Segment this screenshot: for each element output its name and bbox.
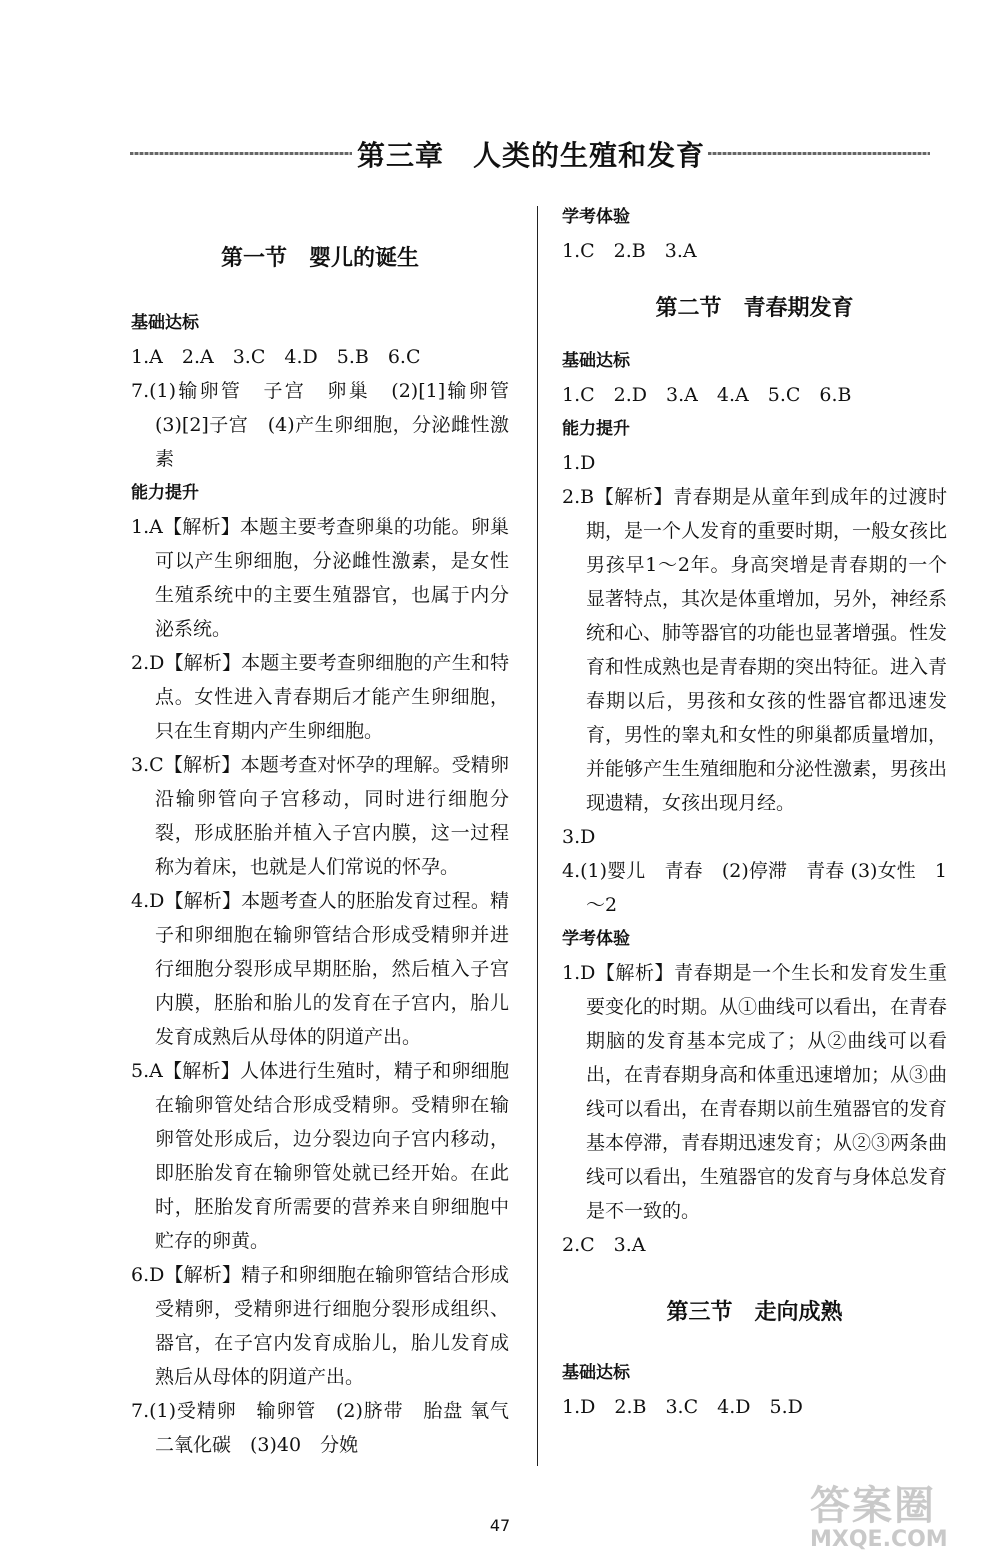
section-3-title: 第三节 走向成熟 — [666, 1300, 843, 1325]
column-divider — [537, 206, 538, 1466]
exam-heading: 学考体验 — [562, 207, 630, 227]
exam-heading: 学考体验 — [562, 929, 630, 949]
section-1-title: 第一节 婴儿的诞生 — [220, 246, 419, 271]
ability-heading: 能力提升 — [131, 483, 199, 503]
ability-item: 4.D【解析】本题考查人的胚胎发育过程。精子和卵细胞在输卵管结合形成受精卵并进行细胞分裂形成早期胚胎，然后植入子宫内膜，胚胎和胎儿的发育在子宫内，胎儿发育成熟后从母体的阴道产出。 — [131, 890, 509, 1048]
basic-heading: 基础达标 — [562, 351, 630, 371]
basic-heading: 基础达标 — [131, 313, 199, 333]
ability-item: 5.A【解析】人体进行生殖时，精子和卵细胞在输卵管处结合形成受精卵。受精卵在输卵管处形成后，边分裂边向子宫内移动，即胚胎发育在输卵管处就已经开始。在此时，胚胎发育所需要的营养来自卵细胞中贮存的卵黄。 — [131, 1060, 509, 1252]
exam-item: 2.C 3.A — [562, 1234, 646, 1256]
ability-heading: 能力提升 — [562, 419, 630, 439]
ability-item: 1.A【解析】本题主要考查卵巢的功能。卵巢可以产生卵细胞，分泌雌性激素，是女性生殖系统中的主要生殖器官，也属于内分泌系统。 — [131, 516, 509, 640]
ability-item: 7.(1)受精卵 输卵管 (2)脐带 胎盘 氧气 二氧化碳 (3)40 分娩 — [131, 1400, 529, 1456]
basic-heading: 基础达标 — [562, 1363, 630, 1383]
section-2-title: 第二节 青春期发育 — [655, 296, 854, 321]
watermark — [810, 1474, 970, 1564]
chapter-title: 第三章 人类的生殖和发育 — [356, 139, 705, 172]
chapter-rule-right — [708, 152, 930, 155]
ability-item: 3.D — [562, 826, 596, 848]
watermark-url: MXQE.COM — [810, 1527, 948, 1552]
page-number: 47 — [489, 1516, 511, 1535]
watermark-logo: 答案圈 — [810, 1483, 936, 1529]
right-column — [562, 200, 947, 1424]
ability-item: 3.C【解析】本题考查对怀孕的理解。受精卵沿输卵管向子宫移动，同时进行细胞分裂，形成胚胎并植入子宫内膜，这一过程称为着床，也就是人们常说的怀孕。 — [131, 754, 509, 878]
ability-item: 4.(1)婴儿 青春 (2)停滞 青春 (3)女性 1～2 — [562, 860, 947, 916]
basic-answers: 1.D 2.B 3.C 4.D 5.D — [562, 1396, 803, 1418]
chapter-header — [130, 132, 930, 176]
basic-answers: 1.C 2.D 3.A 4.A 5.C 6.B — [562, 384, 852, 406]
exam-item: 1.D【解析】青春期是一个生长和发育发生重要变化的时期。从①曲线可以看出，在青春期脑的发育基本完成了；从②曲线可以看出，在青春期身高和体重迅速增加；从③曲线可以看出，在青春期以前生殖器官的发育基本停滞，青春期迅速发育；从②③两条曲线可以看出，生殖器官的发育与身体总发育是不一致的。 — [562, 962, 948, 1222]
chapter-rule-left — [130, 152, 352, 155]
ability-item: 1.D — [562, 452, 596, 474]
left-column — [131, 200, 529, 1462]
basic-q7: 7.(1)输卵管 子宫 卵巢 (2)[1]输卵管 (3)[2]子宫 (4)产生卵细胞，分泌雌性激素 — [131, 380, 509, 470]
ability-item: 2.B【解析】青春期是从童年到成年的过渡时期，是一个人发育的重要时期，一般女孩比男孩早1～2年。身高突增是青春期的一个显著特点，其次是体重增加，另外，神经系统和心、肺等器官的功能也显著增强。性发育和性成熟也是青春期的突出特征。进入青春期以后，男孩和女孩的性器官都迅速发育，男性的睾丸和女性的卵巢都质量增加，并能够产生生殖细胞和分泌性激素，男孩出现遗精，女孩出现月经。 — [562, 486, 948, 814]
ability-item: 6.D【解析】精子和卵细胞在输卵管结合形成受精卵，受精卵进行细胞分裂形成组织、器官，在子宫内发育成胎儿，胎儿发育成熟后从母体的阴道产出。 — [131, 1264, 509, 1388]
basic-answers: 1.A 2.A 3.C 4.D 5.B 6.C — [131, 346, 421, 368]
ability-item: 2.D【解析】本题主要考查卵细胞的产生和特点。女性进入青春期后才能产生卵细胞，只在生育期内产生卵细胞。 — [131, 652, 509, 742]
exam-answers: 1.C 2.B 3.A — [562, 240, 697, 262]
